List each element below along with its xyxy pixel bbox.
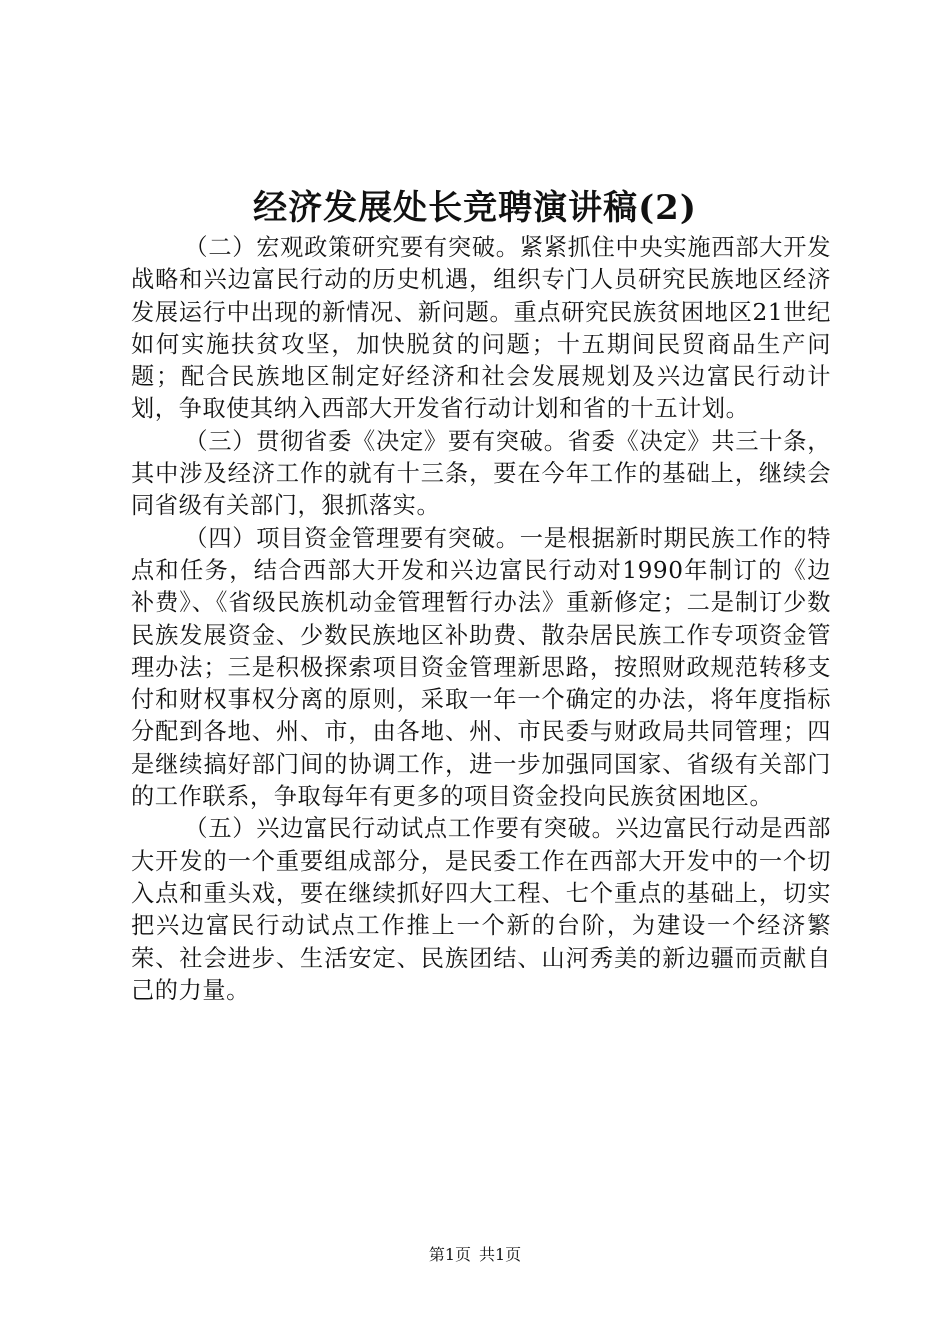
page-footer: [0, 1244, 950, 1266]
document-title: 经济发展处长竞聘演讲稿(2): [253, 188, 697, 228]
paragraph-2: （二）宏观政策研究要有突破。紧紧抓住中央实施西部大开发战略和兴边富民行动的历史机遇，组织专门人员研究民族地区经济发展运行中出现的新情况、新问题。重点研究民族贫困地区21世纪如何实施扶贫攻坚，加快脱贫的问题；十五期间民贸商品生产问题；配合民族地区制定好经济和社会发展规划及兴边富民行动计划，争取使其纳入西部大开发省行动计划和省的十五计划。: [131, 234, 831, 423]
page-total: 共1页: [479, 1245, 522, 1264]
document-body: [131, 232, 831, 1007]
paragraph-5: （五）兴边富民行动试点工作要有突破。兴边富民行动是西部大开发的一个重要组成部分，是民委工作在西部大开发中的一个切入点和重头戏，要在继续抓好四大工程、七个重点的基础上，切实把兴边富民行动试点工作推上一个新的台阶，为建设一个经济繁荣、社会进步、生活安定、民族团结、山河秀美的新边疆而贡献自己的力量。: [131, 815, 831, 1004]
paragraph-3: （三）贯彻省委《决定》要有突破。省委《决定》共三十条，其中涉及经济工作的就有十三条，要在今年工作的基础上，继续会同省级有关部门，狠抓落实。: [131, 427, 831, 520]
page-number: 第1页: [428, 1245, 471, 1264]
paragraph-4: （四）项目资金管理要有突破。一是根据新时期民族工作的特点和任务，结合西部大开发和兴边富民行动对1990年制订的《边补费》、《省级民族机动金管理暂行办法》重新修定；二是制订少数民族发展资金、少数民族地区补助费、散杂居民族工作专项资金管理办法；三是积极探索项目资金管理新思路，按照财政规范转移支付和财权事权分离的原则，采取一年一个确定的办法，将年度指标分配到各地、州、市，由各地、州、市民委与财政局共同管理；四是继续搞好部门间的协调工作，进一步加强同国家、省级有关部门的工作联系，争取每年有更多的项目资金投向民族贫困地区。: [131, 524, 831, 811]
